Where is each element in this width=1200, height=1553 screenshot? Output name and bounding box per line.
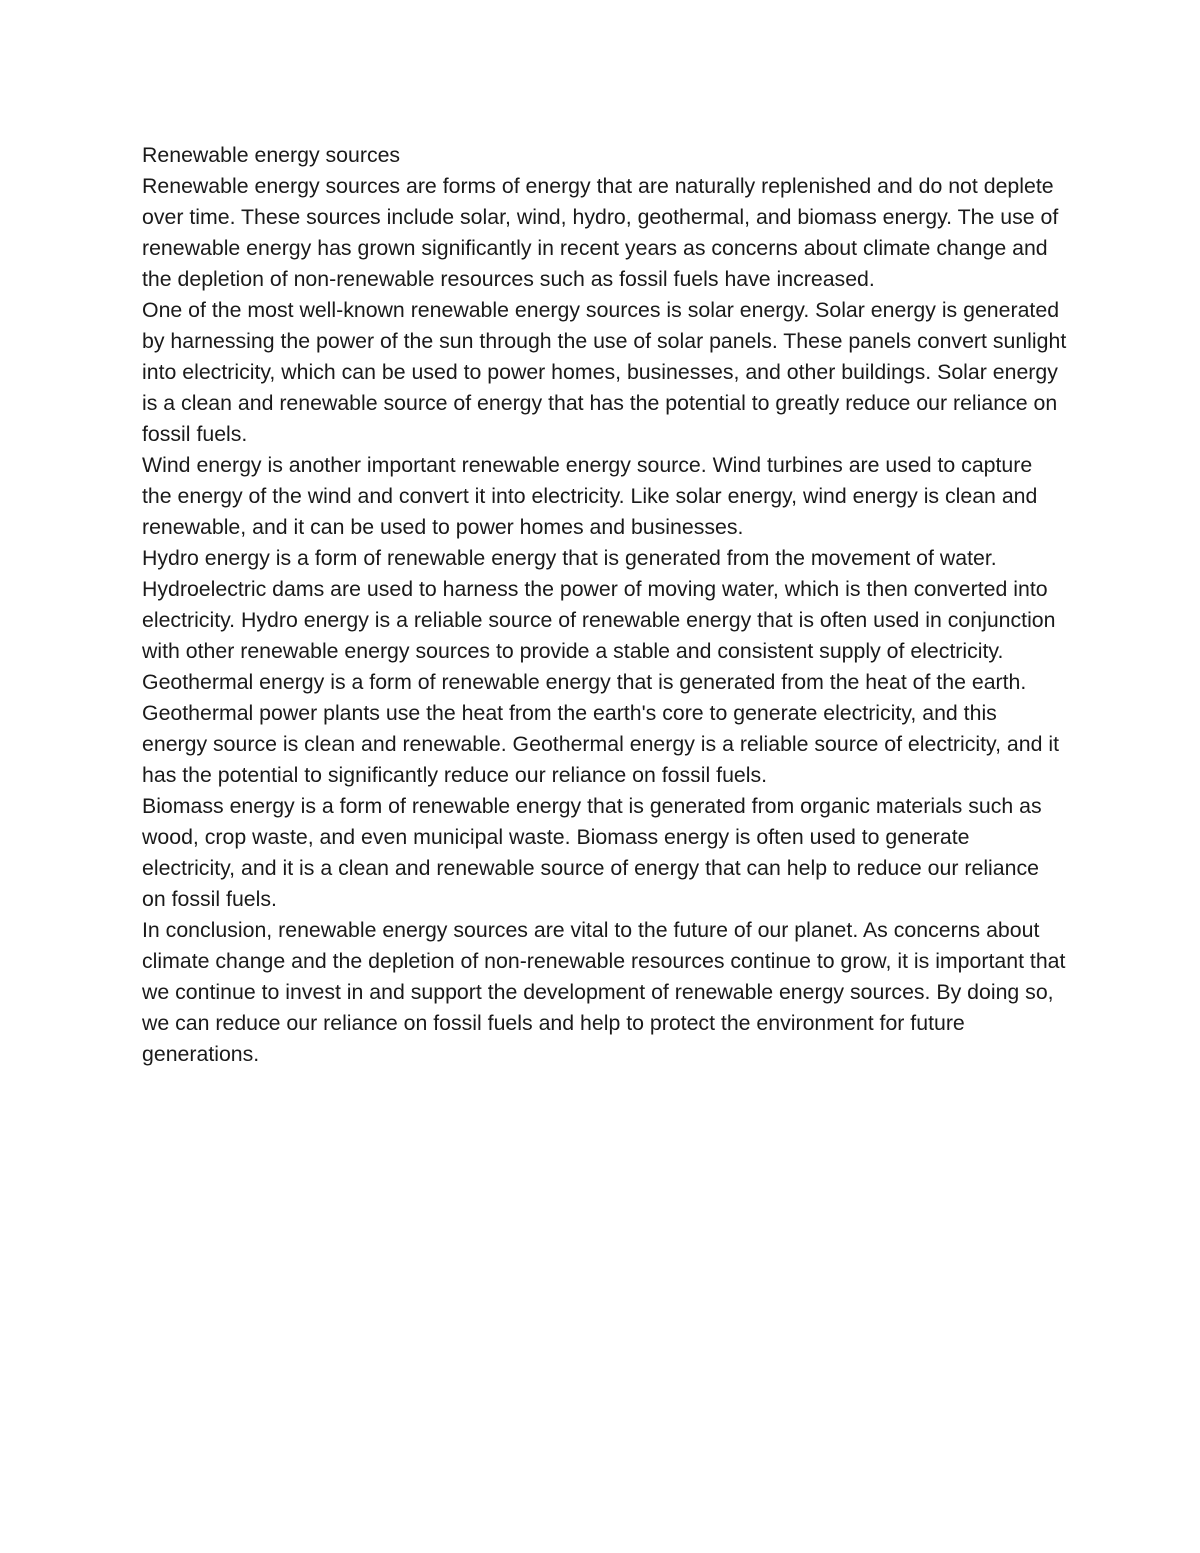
- paragraph-hydro: Hydro energy is a form of renewable energy that is generated from the movement of water. Hydroelectric dams are used to harness the power of moving water, which is then converted into electricity. Hydro energy is a reliable source of renewable energy that is often used in conjunction with other renewable energy sources to provide a stable and consistent supply of electricity.: [142, 546, 1056, 663]
- paragraph-intro: Renewable energy sources are forms of energy that are naturally replenished and do not deplete over time. These sources include solar, wind, hydro, geothermal, and biomass energy. The use of renewable energy has grown significantly in recent years as concerns about climate change and the depletion of non-renewable resources such as fossil fuels have increased.: [142, 174, 1059, 291]
- paragraph-conclusion: In conclusion, renewable energy sources are vital to the future of our planet. As concerns about climate change and the depletion of non-renewable resources continue to grow, it is important that we continue to invest in and support the development of renewable energy sources. By doing so, we can reduce our reliance on fossil fuels and help to protect the environment for future generations.: [142, 918, 1066, 1066]
- paragraph-solar: One of the most well-known renewable energy sources is solar energy. Solar energy is generated by harnessing the power of the sun through the use of solar panels. These panels convert sunlight into electricity, which can be used to power homes, businesses, and other buildings. Solar energy is a clean and renewable source of energy that has the potential to greatly reduce our reliance on fossil fuels.: [142, 298, 1067, 446]
- paragraph-biomass: Biomass energy is a form of renewable energy that is generated from organic materials such as wood, crop waste, and even municipal waste. Biomass energy is often used to generate electricity, and it is a clean and renewable source of energy that can help to reduce our reliance on fossil fuels.: [142, 794, 1042, 911]
- paragraph-geothermal: Geothermal energy is a form of renewable energy that is generated from the heat of the earth. Geothermal power plants use the heat from the earth's core to generate electricity, and this energy source is clean and renewable. Geothermal energy is a reliable source of electricity, and it has the potential to significantly reduce our reliance on fossil fuels.: [142, 670, 1060, 787]
- document-title: Renewable energy sources: [142, 143, 401, 167]
- paragraph-wind: Wind energy is another important renewable energy source. Wind turbines are used to capture the energy of the wind and convert it into electricity. Like solar energy, wind energy is clean and renewable, and it can be used to power homes and businesses.: [142, 453, 1038, 539]
- document-body: [142, 140, 1067, 1070]
